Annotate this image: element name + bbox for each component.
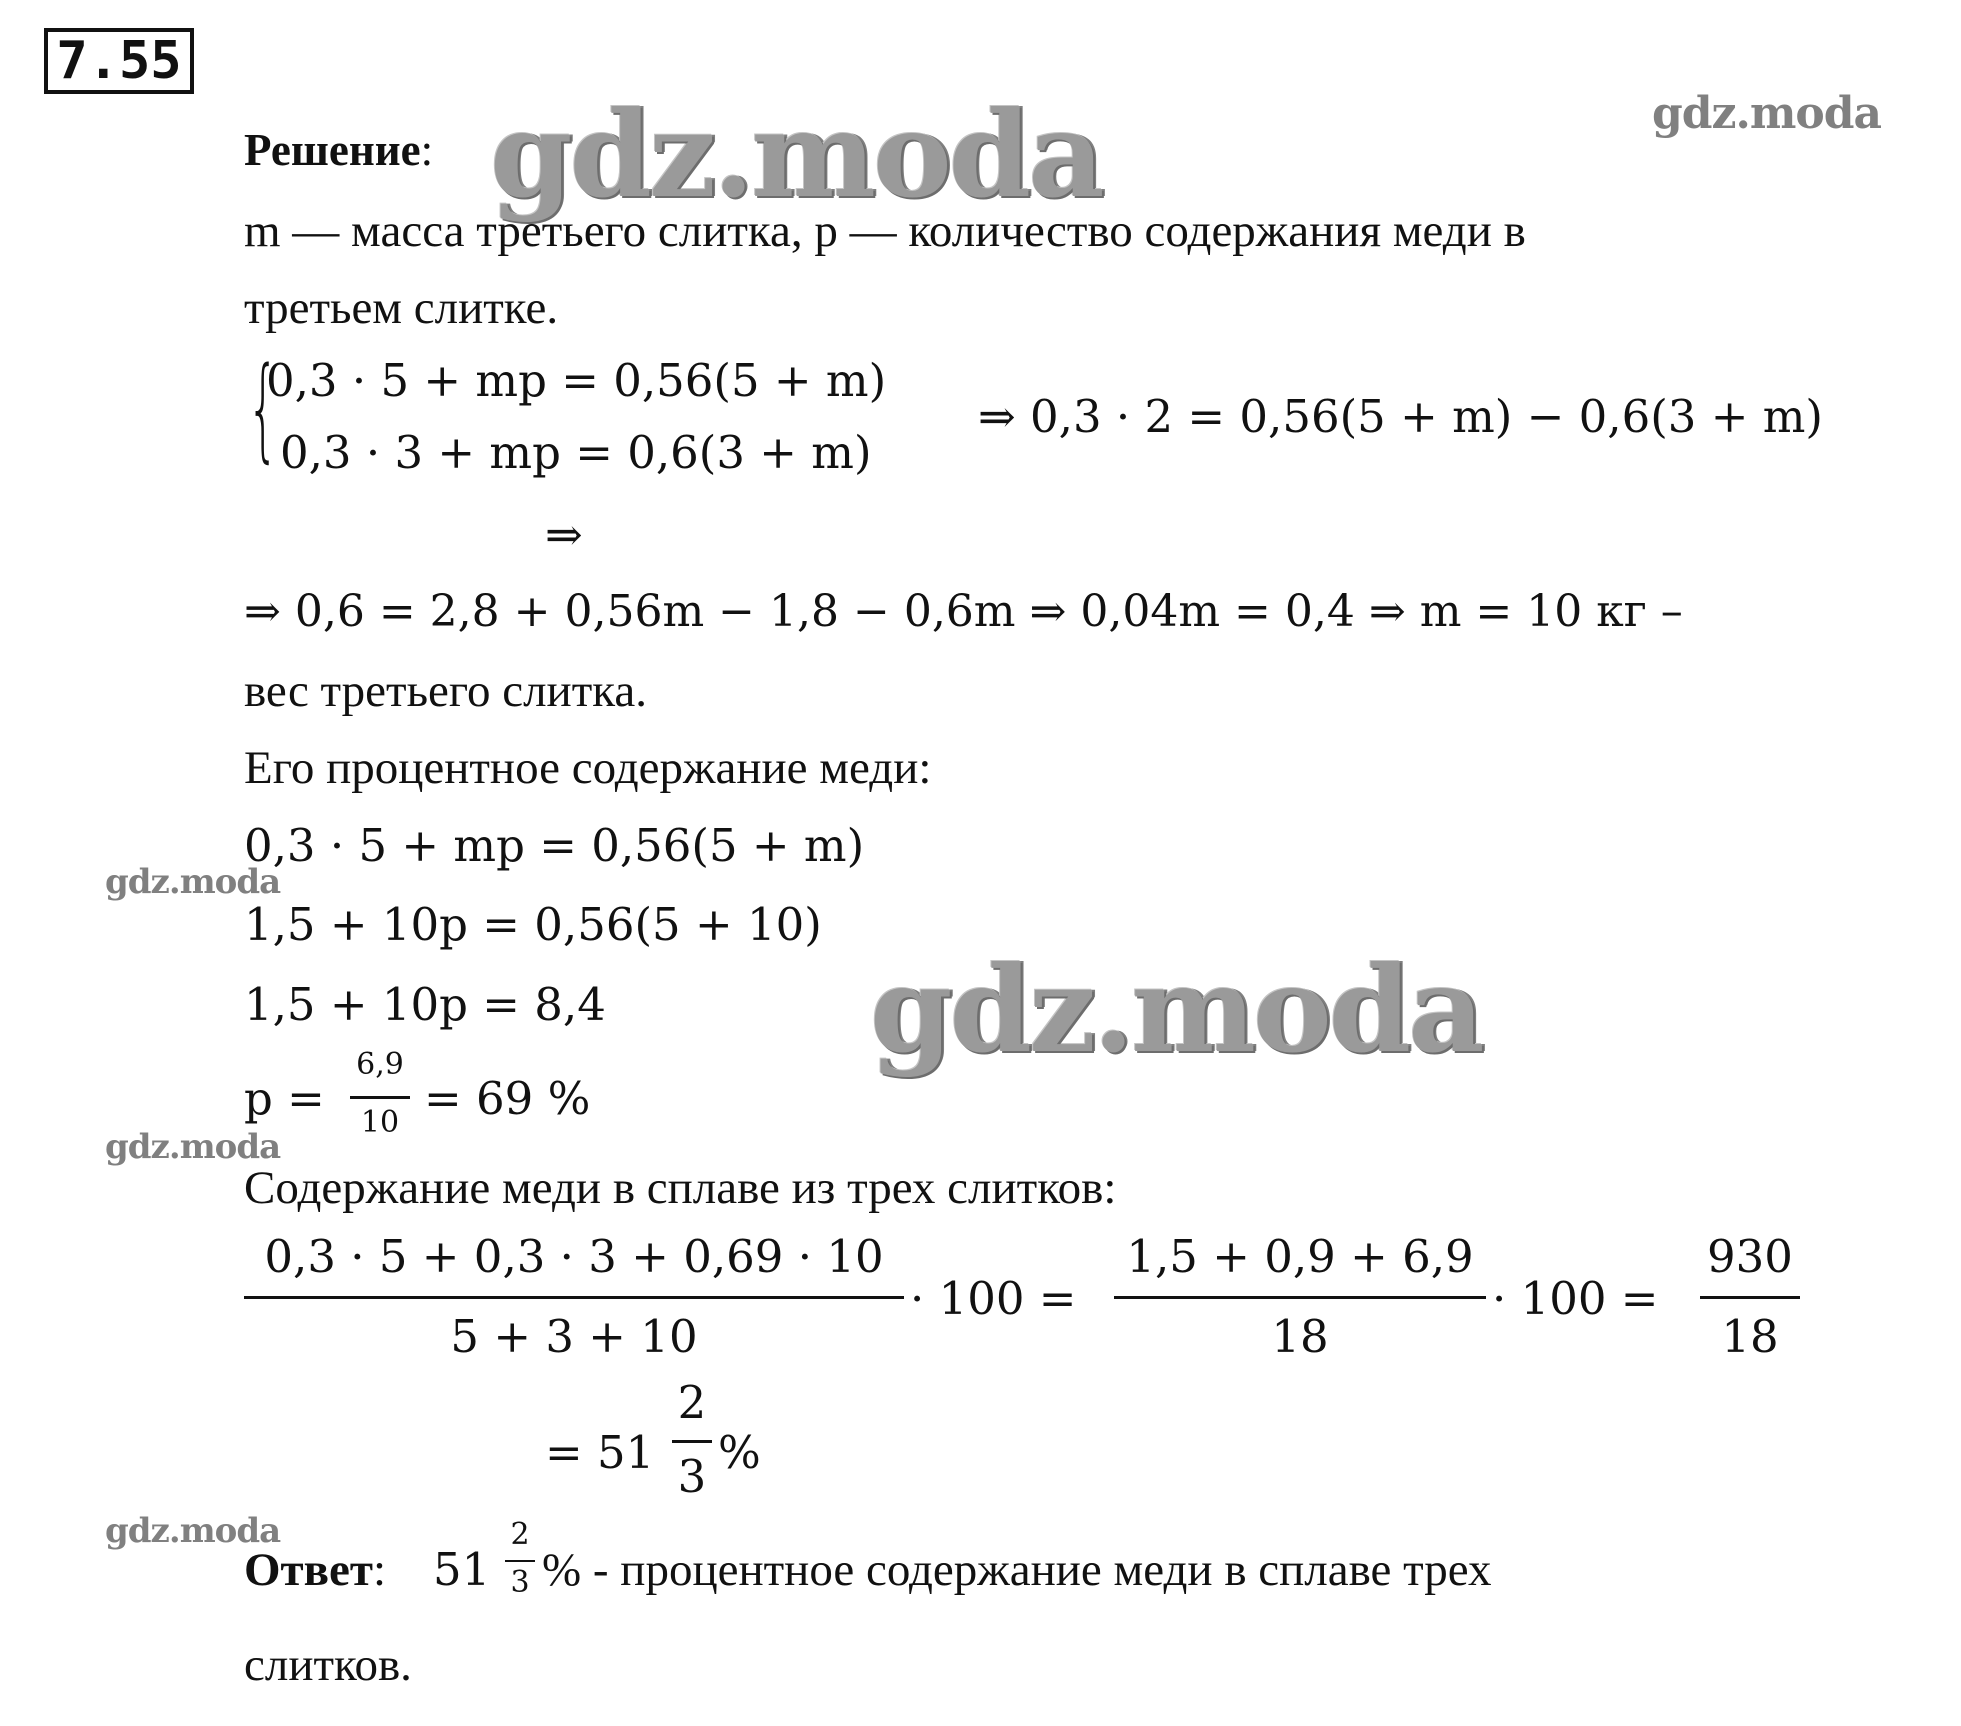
system-equation-2: 0,3 · 3 + mp = 0,6(3 + m) xyxy=(280,426,872,479)
system-brace: { xyxy=(247,344,280,474)
solution-chain-tail: вес третьего слитка. xyxy=(244,665,647,717)
p-fraction-denominator: 10 xyxy=(360,1105,400,1140)
system-result: ⇒ 0,3 · 2 = 0,56(5 + m) − 0,6(3 + m) xyxy=(978,390,1823,443)
alloy-result-fraction xyxy=(672,1376,712,1510)
alloy-heading: Содержание меди в сплаве из трех слитков: xyxy=(244,1162,1117,1214)
watermark-left-1: gdz.moda xyxy=(105,862,281,902)
alloy-result-denominator: 3 xyxy=(677,1450,707,1503)
answer-label: Ответ: xyxy=(244,1544,387,1596)
p-fraction-bar xyxy=(350,1096,410,1099)
answer-fraction xyxy=(505,1517,535,1620)
watermark-left-3: gdz.moda xyxy=(105,1511,281,1551)
alloy-result-numerator: 2 xyxy=(677,1376,707,1429)
alloy-fraction-1-denominator: 5 + 3 + 10 xyxy=(450,1310,698,1363)
task-number: 7.55 xyxy=(44,28,194,94)
alloy-fraction-2 xyxy=(1114,1230,1486,1374)
alloy-fraction-2-numerator: 1,5 + 0,9 + 6,9 xyxy=(1126,1230,1474,1283)
alloy-result-bar xyxy=(672,1440,712,1443)
percent-heading: Его процентное содержание меди: xyxy=(244,742,932,794)
alloy-fraction-1 xyxy=(244,1230,904,1374)
p-lhs: p = xyxy=(244,1072,325,1125)
implies-arrow: ⇒ xyxy=(545,508,583,561)
system-equation-1: 0,3 · 5 + mp = 0,56(5 + m) xyxy=(266,354,887,407)
alloy-fraction-3-bar xyxy=(1700,1296,1800,1299)
answer-text-line-2: слитков. xyxy=(244,1639,412,1691)
step-1: 0,3 · 5 + mp = 0,56(5 + m) xyxy=(244,819,865,872)
intro-line-2: третьем слитке. xyxy=(244,282,559,334)
multiply-2: · 100 = xyxy=(1492,1272,1659,1325)
alloy-fraction-2-denominator: 18 xyxy=(1271,1310,1329,1363)
alloy-fraction-1-bar xyxy=(244,1296,904,1299)
answer-text: % - процентное содержание меди в сплаве трех xyxy=(542,1544,1492,1596)
p-fraction-numerator: 6,9 xyxy=(356,1047,404,1082)
answer-whole: 51 xyxy=(433,1543,491,1596)
answer-denominator: 3 xyxy=(510,1565,530,1600)
alloy-fraction-3 xyxy=(1700,1230,1800,1374)
watermark-left-2: gdz.moda xyxy=(105,1127,281,1167)
watermark-large-middle: gdz.moda xyxy=(870,940,1482,1079)
alloy-fraction-1-numerator: 0,3 · 5 + 0,3 · 3 + 0,69 · 10 xyxy=(264,1230,884,1283)
alloy-fraction-3-denominator: 18 xyxy=(1721,1310,1779,1363)
step-3: 1,5 + 10p = 8,4 xyxy=(244,978,606,1031)
alloy-result-suffix: % xyxy=(718,1426,761,1479)
p-fraction xyxy=(350,1047,410,1150)
answer-bar xyxy=(505,1560,535,1562)
alloy-fraction-3-numerator: 930 xyxy=(1707,1230,1793,1283)
intro-line-1: m — масса третьего слитка, p — количество содержания меди в xyxy=(244,205,1526,257)
solution-chain: ⇒ 0,6 = 2,8 + 0,56m − 1,8 − 0,6m ⇒ 0,04m = 0,4 ⇒ m = 10 кг – xyxy=(244,586,1683,637)
solution-heading: Решение: xyxy=(244,125,434,175)
alloy-fraction-2-bar xyxy=(1114,1296,1486,1299)
multiply-1: · 100 = xyxy=(910,1272,1077,1325)
watermark-large-top: gdz.moda xyxy=(490,85,1102,224)
answer-numerator: 2 xyxy=(510,1517,530,1552)
alloy-result-prefix: = 51 xyxy=(545,1426,655,1479)
step-2: 1,5 + 10p = 0,56(5 + 10) xyxy=(244,898,822,951)
watermark-top-right: gdz.moda xyxy=(1652,88,1882,139)
p-rhs: = 69 % xyxy=(424,1072,591,1125)
